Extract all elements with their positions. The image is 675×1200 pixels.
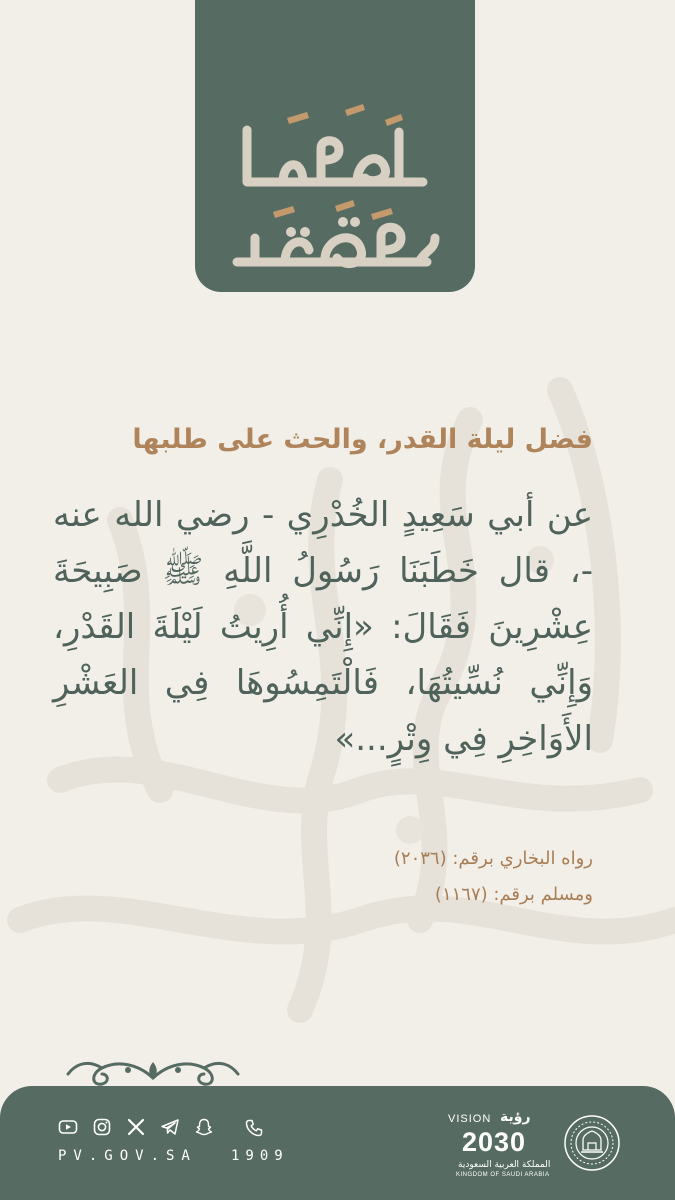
vision-label-en: VISION [448,1113,492,1125]
instagram-icon[interactable] [92,1117,112,1137]
x-icon[interactable] [126,1117,146,1137]
social-icons [58,1117,214,1141]
vision-year: 2030 [462,1127,527,1157]
phone-icon [244,1118,264,1138]
vision-label-ar: رؤية [500,1109,531,1125]
header-logo-box [195,0,475,292]
organization-emblem [563,1114,621,1172]
hadith-text: عن أبي سَعِيدٍ الخُدْرِي - رضي الله عنه -، قال خَطَبَنَا رَسُولُ اللَّهِ ﷺ صَبِيحَةَ عِشْرِينَ فَقَالَ: «إِنِّي أُرِيتُ لَيْلَةَ القَدْرِ، وَإِنِّي نُسِّيتُهَا، فَالْتَمِسُوهَا فِي العَشْرِ الأَوَاخِرِ فِي وِتْرٍ...» [53,495,593,759]
ornament-divider [62,1048,244,1090]
website-link[interactable]: PV.GOV.SA [58,1148,197,1164]
logo-calligraphy [195,0,475,292]
vision-2030-logo [448,1109,560,1185]
reference-muslim: ومسلم برقم: (١١٦٧) [434,884,593,905]
youtube-icon[interactable] [58,1117,78,1137]
vision-kingdom-en: KINGDOM OF SAUDI ARABIA [456,1172,550,1178]
phone-number[interactable]: 1909 [231,1148,289,1164]
vision-kingdom-ar: المملكة العربية السعودية [458,1160,551,1170]
reference-bukhari: رواه البخاري برقم: (٢٠٣٦) [393,848,593,869]
snapchat-icon[interactable] [194,1117,214,1137]
telegram-icon[interactable] [160,1117,180,1137]
article-title: فضل ليلة القدر، والحث على طلبها [132,424,593,455]
